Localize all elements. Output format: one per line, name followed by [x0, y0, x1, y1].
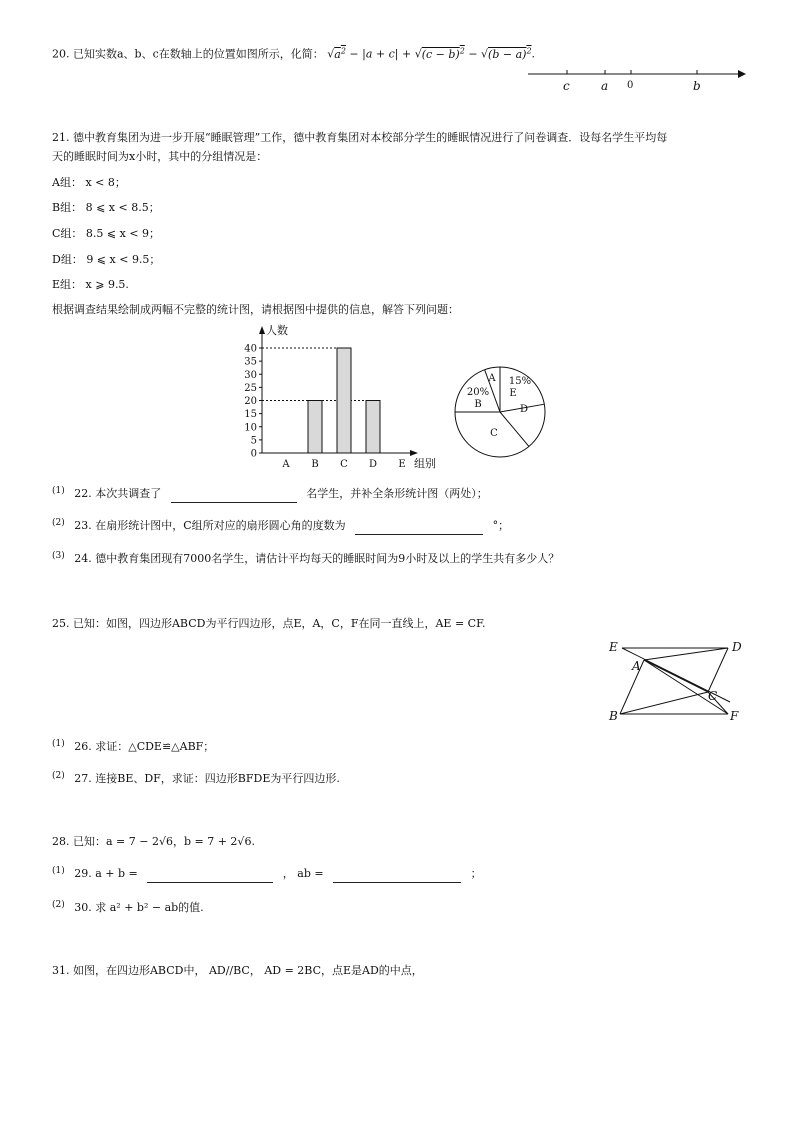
bar-category-label-B: B [311, 459, 319, 470]
q29-sum-blank[interactable] [147, 870, 273, 883]
q20-text: 20. 已知实数a、b、c在数轴上的位置如图所示，化简： [52, 47, 324, 61]
fig25-label-A: A [632, 659, 641, 673]
pie-label-4: C [490, 428, 498, 439]
bar-category-label-E: E [398, 459, 406, 470]
q29-line: $^{(1)}$ 29. a + b = ， ab = ； [52, 866, 482, 883]
fig25-label-E: E [609, 640, 618, 654]
pie-label-0: A [488, 373, 496, 384]
bar-category-label-A: A [282, 459, 290, 470]
q23-answer-blank[interactable] [355, 522, 483, 535]
q21-group-d: D组： 9 ⩽ x < 9.5； [52, 253, 161, 266]
q21-prompt: 根据调查结果绘制成两幅不完整的统计图，请根据图中提供的信息，解答下列问题： [52, 303, 459, 316]
pie-label-3: D [519, 404, 529, 415]
q31-text: 31. 如图，在四边形ABCD中， AD//BC， AD = 2BC，点E是AD的中点， [52, 964, 423, 977]
pie-label-5: 20% [466, 387, 490, 398]
bar-y-tick-label: 10 [244, 422, 257, 434]
bar-y-tick-label: 40 [244, 343, 257, 355]
bar-y-tick-label: 5 [250, 435, 257, 447]
numberline-label-0: 0 [627, 80, 634, 91]
q30-line: $^{(2)}$ 30. 求 a² + b² − ab的值. [52, 900, 204, 914]
q20-line [52, 43, 535, 63]
q21-intro-line2: 天的睡眠时间为x小时，其中的分组情况是： [52, 150, 268, 163]
bar-x-axis-arrow [410, 450, 418, 456]
fig25-label-F: F [730, 709, 739, 723]
bar-chart [228, 322, 448, 472]
q21-intro-line1: 21. 德中教育集团为进一步开展“睡眠管理”工作，德中教育集团对本校部分学生的睡眠情况进行了问卷调查．设每名学生平均每 [52, 131, 668, 144]
bar-y-label: 人数 [266, 324, 288, 337]
bar-category-label-D: D [368, 459, 378, 470]
bar-y-tick-label: 30 [244, 369, 257, 381]
q25-parallelogram-figure [604, 636, 774, 726]
q20-number-line [520, 64, 750, 96]
bar-y-tick-label: 0 [250, 448, 257, 460]
q21-group-e: E组： x ⩾ 9.5. [52, 278, 129, 291]
fig25-label-B: B [609, 709, 618, 723]
pie-label-1: 15% [508, 376, 532, 387]
bar-D [366, 401, 380, 454]
pie-label-2: E [509, 388, 517, 399]
q25-text: 25. 已知：如图，四边形ABCD为平行四边形，点E，A，C，F在同一直线上，AE = CF. [52, 617, 486, 630]
pie-sector-boundary [500, 412, 529, 446]
q24-line: $^{(3)}$ 24. 德中教育集团现有7000名学生，请估计平均每天的睡眠时间为9小时及以上的学生共有多少人？ [52, 551, 560, 565]
q21-group-c: C组： 8.5 ⩽ x < 9； [52, 227, 161, 240]
bar-y-tick-label: 15 [244, 409, 257, 421]
q26-line: $^{(1)}$ 26. 求证：△CDE≌△ABF； [52, 739, 215, 753]
fig25-label-C: C [708, 689, 718, 703]
numberline-label-a: a [601, 79, 609, 93]
bar-y-axis-arrow [259, 326, 265, 334]
q21-group-b: B组： 8 ⩽ x < 8.5； [52, 201, 160, 214]
q27-line: $^{(2)}$ 27. 连接BE、DF，求证：四边形BFDE为平行四边形. [52, 771, 340, 785]
bar-y-tick-label: 20 [244, 396, 257, 407]
q21-group-a: A组： x < 8； [52, 176, 126, 189]
q23-line: $^{(2)}$ 23. 在扇形统计图中，C组所对应的扇形圆心角的度数为 °； [52, 518, 509, 535]
bar-x-label: 组别 [414, 457, 436, 470]
bar-category-label-C: C [340, 459, 348, 470]
q22-line: $^{(1)}$ 22. 本次共调查了 名学生，并补全条形统计图（两处）； [52, 486, 488, 503]
pie-chart [450, 362, 550, 462]
bar-y-tick-label: 35 [244, 356, 257, 368]
bar-B [308, 401, 322, 454]
numberline-label-c: c [563, 79, 570, 93]
q22-answer-blank[interactable] [171, 490, 297, 503]
q20-expression: $√a^2 - |a + c| + √(c - b)^2 - √(b - a)^2$. [327, 46, 536, 61]
pie-label-6: B [474, 399, 482, 410]
q29-product-blank[interactable] [333, 870, 461, 883]
q28-text: 28. 已知：a = 7 − 2√6，b = 7 + 2√6. [52, 835, 255, 848]
numberline-label-b: b [693, 79, 701, 93]
bar-y-tick-label: 25 [244, 382, 257, 394]
fig25-label-D: D [732, 640, 742, 654]
bar-C [337, 348, 351, 453]
